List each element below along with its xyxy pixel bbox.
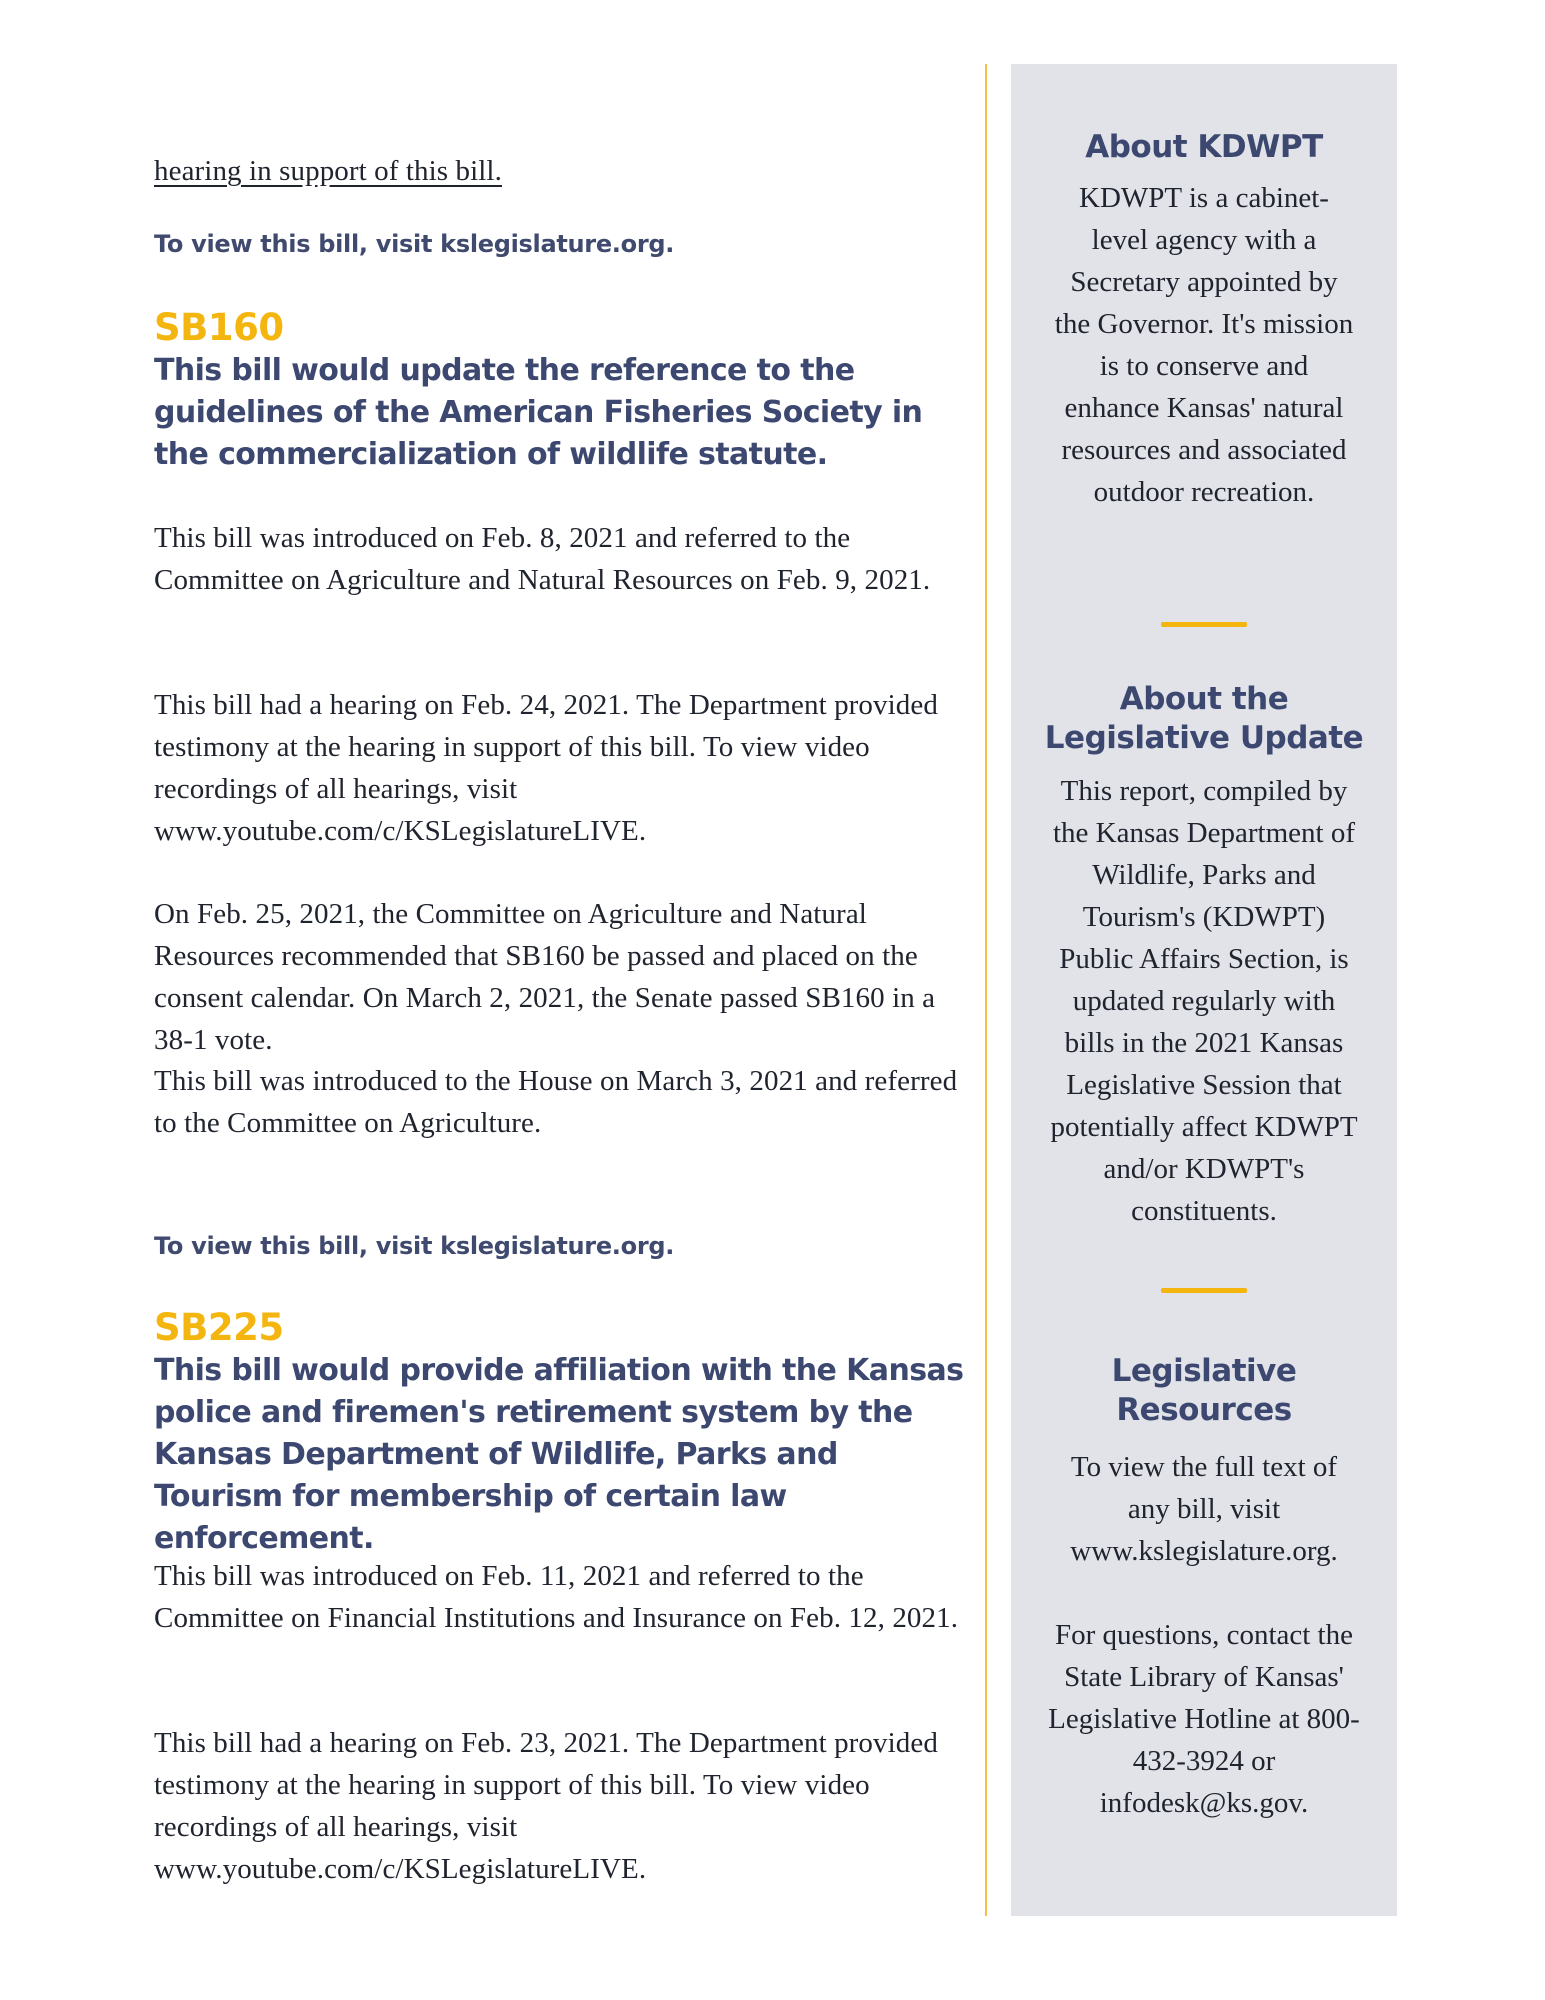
intro-line-text: hearing in support of this bill. bbox=[154, 155, 502, 187]
column-divider bbox=[985, 64, 987, 1916]
sidebar-rule-2 bbox=[1161, 1288, 1247, 1293]
bill-id-sb160: SB160 bbox=[154, 306, 284, 349]
sb225-introduced: This bill was introduced on Feb. 11, 2021 and referred to the Committee on Financial Institutions and Insurance on Feb. 12, 2021. bbox=[154, 1560, 959, 1634]
about-update-section bbox=[1011, 680, 1397, 1232]
sb225-hearing: This bill had a hearing on Feb. 23, 2021. The Department provided testimony at the hearing in support of this bill. To view video recordings of all hearings, visit www.youtube.com/c/KSLegislatureLIVE. bbox=[154, 1727, 938, 1885]
resources-text-contact: For questions, contact the State Library of Kansas' Legislative Hotline at 800-432-3924 or infodesk@ks.gov. bbox=[1048, 1619, 1360, 1819]
about-kdwpt-section bbox=[1011, 128, 1397, 513]
view-bill-link-sb160[interactable]: To view this bill, visit kslegislature.org. bbox=[154, 1232, 675, 1260]
view-bill-link[interactable]: To view this bill, visit kslegislature.org. bbox=[154, 230, 675, 258]
resources-title: Legislative Resources bbox=[1111, 1353, 1297, 1428]
bill-summary-sb225: This bill would provide affiliation with the Kansas police and firemen's retirement system by the Kansas Department of Wildlife, Parks and Tourism for membership of certain law enforcement. bbox=[154, 1353, 964, 1556]
intro-line bbox=[154, 150, 964, 192]
about-update-title: About the Legislative Update bbox=[1044, 681, 1364, 756]
about-kdwpt-text: KDWPT is a cabinet-level agency with a Secretary appointed by the Governor. It's mission is to conserve and enhance Kansas' natural resources and associated outdoor recreation. bbox=[1054, 182, 1354, 508]
about-kdwpt-title: About KDWPT bbox=[1085, 129, 1323, 165]
sb160-introduced: This bill was introduced on Feb. 8, 2021 and referred to the Committee on Agriculture and Natural Resources on Feb. 9, 2021. bbox=[154, 522, 931, 596]
sb160-hearing: This bill had a hearing on Feb. 24, 2021. The Department provided testimony at the hearing in support of this bill. To view video recordings of all hearings, visit www.youtube.com/c/KSLegislatureLIVE. bbox=[154, 689, 938, 847]
about-update-text: This report, compiled by the Kansas Department of Wildlife, Parks and Tourism's (KDWPT) Public Affairs Section, is updated regularly with bills in the 2021 Kansas Legislative Session that potentially affect KDWPT and/or KDWPT's constituents. bbox=[1050, 775, 1358, 1227]
resources-text-view: To view the full text of any bill, visit www.kslegislature.org. bbox=[1070, 1451, 1338, 1567]
bill-id-sb225: SB225 bbox=[154, 1306, 284, 1349]
sidebar-rule-1 bbox=[1161, 622, 1247, 627]
sb160-house: This bill was introduced to the House on March 3, 2021 and referred to the Committee on Agriculture. bbox=[154, 1065, 958, 1139]
bill-summary-sb160: This bill would update the reference to the guidelines of the American Fisheries Society in the commercialization of wildlife statute. bbox=[154, 353, 923, 472]
sb160-committee: On Feb. 25, 2021, the Committee on Agriculture and Natural Resources recommended that SB160 be passed and placed on the consent calendar. On March 2, 2021, the Senate passed SB160 in a 38-1 vote. bbox=[154, 898, 936, 1056]
sidebar bbox=[1011, 64, 1397, 1916]
resources-section bbox=[1011, 1352, 1397, 1824]
